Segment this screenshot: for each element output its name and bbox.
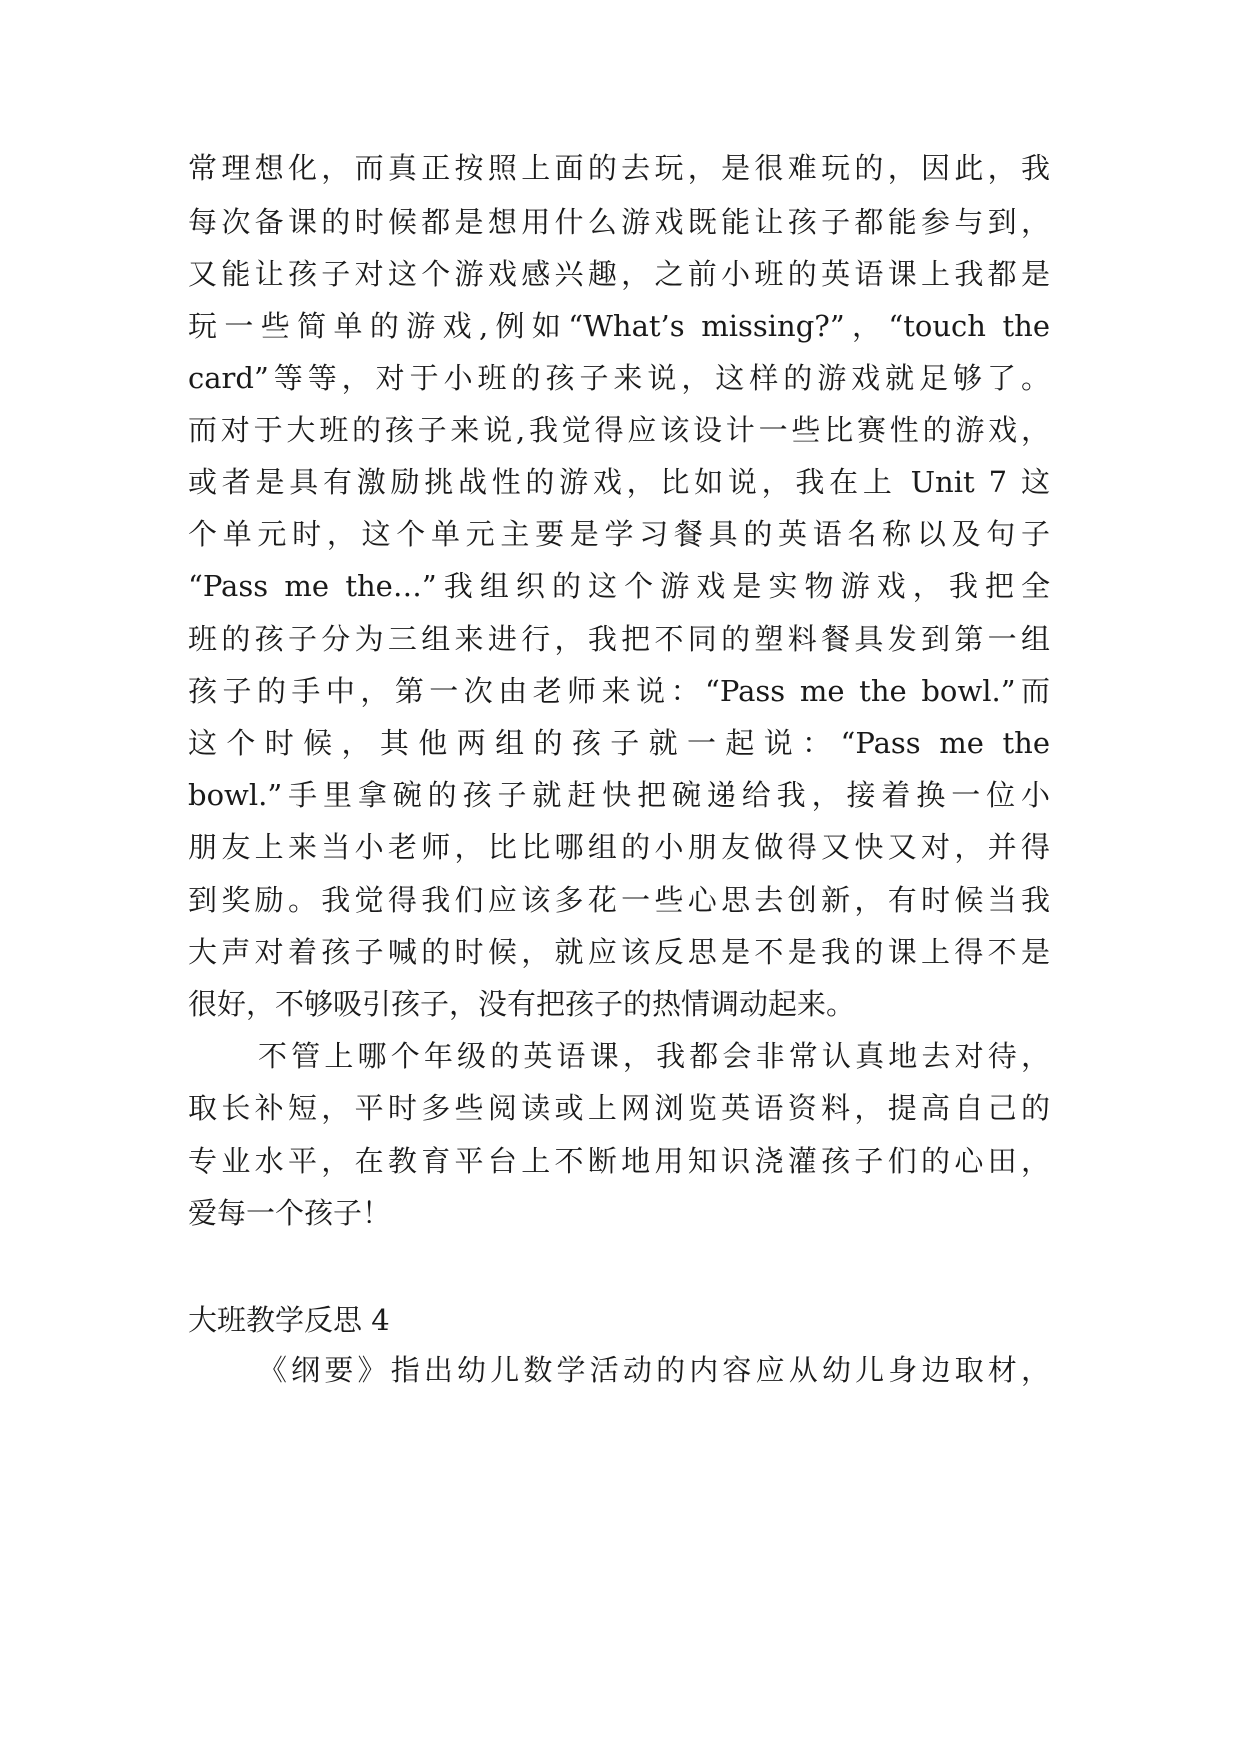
text-line: 玩一些简单的游戏,例如“What’s missing?”，“touch the [188, 309, 1050, 343]
text-line: 《纲要》指出幼儿数学活动的内容应从幼儿身边取材， [258, 1353, 1050, 1387]
text-line: 到奖励。我觉得我们应该多花一些心思去创新，有时候当我 [188, 883, 1050, 917]
text-line: 每次备课的时候都是想用什么游戏既能让孩子都能参与到， [188, 205, 1050, 239]
section-heading: 大班教学反思 4 [188, 1303, 390, 1337]
text-line: 班的孩子分为三组来进行，我把不同的塑料餐具发到第一组 [188, 622, 1050, 656]
text-line: 大声对着孩子喊的时候，就应该反思是不是我的课上得不是 [188, 935, 1050, 969]
text-line: 又能让孩子对这个游戏感兴趣，之前小班的英语课上我都是 [188, 257, 1050, 291]
text-line: 孩子的手中，第一次由老师来说：“Pass me the bowl.”而 [188, 674, 1050, 708]
text-line: 不管上哪个年级的英语课，我都会非常认真地去对待， [258, 1039, 1050, 1073]
text-line: 很好，不够吸引孩子，没有把孩子的热情调动起来。 [188, 987, 856, 1021]
text-line: 爱每一个孩子！ [188, 1196, 392, 1230]
text-line: bowl.”手里拿碗的孩子就赶快把碗递给我，接着换一位小 [188, 778, 1050, 812]
text-line: 常理想化，而真正按照上面的去玩，是很难玩的，因此，我 [188, 151, 1050, 185]
text-line: 而对于大班的孩子来说,我觉得应该设计一些比赛性的游戏， [188, 413, 1050, 447]
text-line: 或者是具有激励挑战性的游戏，比如说，我在上 Unit 7 这 [188, 465, 1050, 499]
text-line: 专业水平，在教育平台上不断地用知识浇灌孩子们的心田， [188, 1144, 1050, 1178]
text-line: card”等等，对于小班的孩子来说，这样的游戏就足够了。 [188, 361, 1050, 395]
text-line: 朋友上来当小老师，比比哪组的小朋友做得又快又对，并得 [188, 830, 1050, 864]
text-line: “Pass me the…”我组织的这个游戏是实物游戏，我把全 [188, 569, 1050, 603]
text-line: 这个时候，其他两组的孩子就一起说：“Pass me the [188, 726, 1050, 760]
text-line: 个单元时，这个单元主要是学习餐具的英语名称以及句子 [188, 517, 1050, 551]
text-line: 取长补短，平时多些阅读或上网浏览英语资料，提高自己的 [188, 1091, 1050, 1125]
